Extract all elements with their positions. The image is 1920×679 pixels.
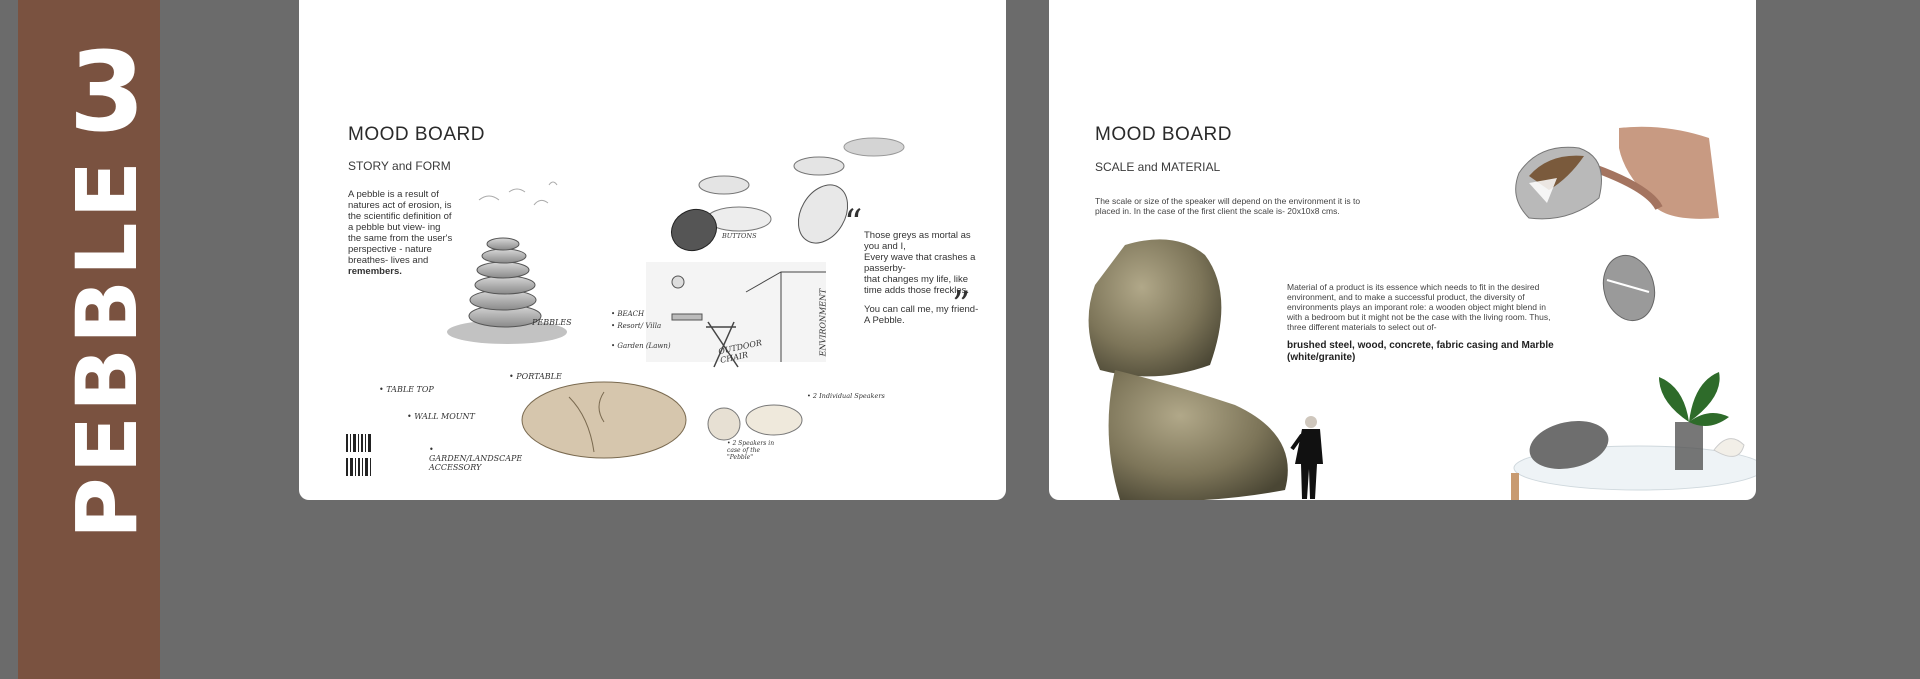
scale-paragraph: The scale or size of the speaker will depend on the environment it is to placed in. In the case of the first client the scale is- 20x10x8 cms. xyxy=(1095,196,1361,216)
quote-line-1: Those greys as mortal as you and I, xyxy=(864,230,971,252)
table-scene-image xyxy=(1469,350,1749,500)
person-silhouette xyxy=(1289,415,1329,500)
label-garden: • Garden (Lawn) xyxy=(611,342,671,350)
label-table-top: • TABLE TOP xyxy=(379,385,434,394)
label-speaker-note: • 2 Speakers in case of the "Pebble" xyxy=(727,440,775,461)
page-title: MOOD BOARD xyxy=(348,124,485,145)
intro-bold: remembers. xyxy=(348,266,402,277)
quote-line-4: You can call me, my friend- A Pebble. xyxy=(864,304,979,326)
label-portable: • PORTABLE xyxy=(509,372,562,381)
page-subtitle: SCALE and MATERIAL xyxy=(1095,160,1221,174)
balancing-rock-image xyxy=(1085,235,1315,500)
moodboard-scale-page xyxy=(1049,0,1756,500)
split-pebble-image xyxy=(1599,250,1659,325)
page-subtitle: STORY and FORM xyxy=(348,159,451,173)
barcode-logo xyxy=(346,434,376,478)
stacked-pebbles-sketch xyxy=(439,180,589,370)
hand-holding-pebble-image xyxy=(1499,128,1749,243)
quote-close-mark: ” xyxy=(952,285,971,326)
material-options: brushed steel, wood, concrete, fabric casing and Marble (white/granite) xyxy=(1287,340,1554,363)
pebble-spine xyxy=(18,0,160,679)
material-paragraph: Material of a product is its essence which needs to fit in the desired environment, and to make a successful product, the diversity of environments plays an imporant role: a wooden object might blend in with a bedroom but it might not be the case with the living room. Thus, three different materials to select out of- xyxy=(1287,282,1551,332)
label-buttons: BUTTONS xyxy=(722,232,757,240)
quote-open-mark: “ xyxy=(844,203,863,244)
label-individual-speaker: • 2 Individual Speakers xyxy=(807,392,885,400)
moodboard-story-page xyxy=(299,0,1006,500)
label-pebbles: PEBBLES xyxy=(532,318,572,327)
label-outdoor-chair: OUTDOOR CHAIR xyxy=(717,338,763,365)
quote-line-3: that changes my life, like time adds those freckles. xyxy=(864,274,970,296)
quote-line-2: Every wave that crashes a passerby- xyxy=(864,252,976,274)
label-environment: ENVIRONMENT xyxy=(818,288,828,357)
spine-number: 3 xyxy=(68,28,146,156)
label-beach: • BEACH xyxy=(611,310,645,318)
page-title: MOOD BOARD xyxy=(1095,124,1232,145)
label-garden-landscape: • GARDEN/LANDSCAPE ACCESSORY xyxy=(429,445,523,472)
spine-title: PEBBLE xyxy=(58,157,156,539)
label-resort: • Resort/ Villa xyxy=(611,322,662,330)
intro-text: A pebble is a result of natures act of erosion, is the scientific definition of a pebble but view- ing the same from the user's perspective - nature breathes- lives and xyxy=(348,189,453,266)
label-wall-mount: • WALL MOUNT xyxy=(407,412,475,421)
